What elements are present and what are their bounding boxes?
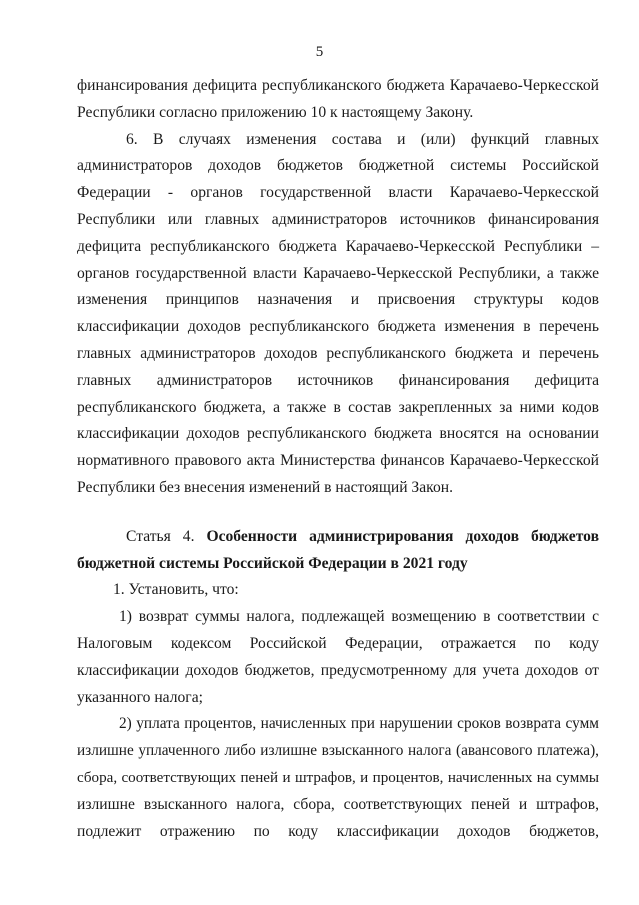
- article-4-prefix: Статья 4.: [126, 527, 207, 545]
- text-line: излишне взысканного налога, сбора, соответствующих пеней и штрафов,: [77, 795, 599, 813]
- text-line: нормативного правового акта Министерства финансов Карачаево-Черкесской: [77, 452, 599, 470]
- text-line: классификации доходов бюджетов, предусмотренному для учета доходов от: [77, 661, 599, 679]
- page-number: 5: [315, 44, 324, 60]
- text-line: 2) уплата процентов, начисленных при нарушении сроков возврата сумм: [119, 715, 599, 733]
- text-line: подлежит отражению по коду классификации доходов бюджетов,: [77, 822, 599, 840]
- text-line: Федерации - органов государственной власти Карачаево-Черкесской: [77, 184, 599, 202]
- text-line: излишне уплаченного либо излишне взысканного налога (авансового платежа),: [77, 742, 599, 760]
- article-4-heading: [77, 524, 599, 578]
- text-line: главных администраторов источников финансирования дефицита: [77, 371, 599, 389]
- text-line: финансирования дефицита республиканского бюджета Карачаево-Черкесской: [77, 77, 599, 94]
- item-1: [77, 577, 599, 604]
- article-4-title: Особенности администрирования доходов бюджетов: [206, 527, 599, 545]
- text-line: администраторов доходов бюджетов бюджетной системы Российской: [77, 157, 599, 175]
- text-line: изменения принципов назначения и присвоения структуры кодов: [77, 291, 599, 309]
- paragraph-6: [77, 127, 599, 502]
- text-line: классификации доходов республиканского бюджета вносятся на основании: [77, 425, 599, 443]
- document-body: [77, 73, 599, 845]
- subitem-1: [77, 604, 599, 711]
- article-4-heading-line-1: [77, 524, 599, 551]
- subitem-2: [77, 711, 599, 845]
- text-line: 1) возврат суммы налога, подлежащей возмещению в соответствии с: [119, 608, 599, 626]
- text-line: сбора, соответствующих пеней и штрафов, и процентов, начисленных на суммы: [77, 769, 599, 786]
- text-line: классификации доходов республиканского бюджета изменения в перечень: [77, 318, 599, 336]
- article-4-heading-line-2: бюджетной системы Российской Федерации в 2021 году: [77, 554, 468, 572]
- text-line: дефицита республиканского бюджета Карачаево-Черкесской Республики –: [77, 237, 599, 255]
- text-line: Налоговым кодексом Российской Федерации, отражается по коду: [77, 634, 599, 652]
- text-line: 6. В случаях изменения состава и (или) функций главных: [126, 130, 599, 148]
- text-line: главных администраторов доходов республиканского бюджета и перечень: [77, 344, 599, 362]
- text-line: указанного налога;: [77, 688, 203, 706]
- paragraph-intro: [77, 73, 599, 127]
- text-line: 1. Установить, что:: [113, 581, 239, 599]
- text-line: Республики или главных администраторов источников финансирования: [77, 210, 599, 228]
- text-line: Республики согласно приложению 10 к настоящему Закону.: [77, 103, 474, 121]
- text-line: республиканского бюджета, а также в состав закрепленных за ними кодов: [77, 398, 599, 416]
- text-line: Республики без внесения изменений в настоящий Закон.: [77, 478, 453, 496]
- text-line: органов государственной власти Карачаево-Черкесской Республики, а также: [77, 264, 599, 282]
- spacer: [77, 502, 599, 524]
